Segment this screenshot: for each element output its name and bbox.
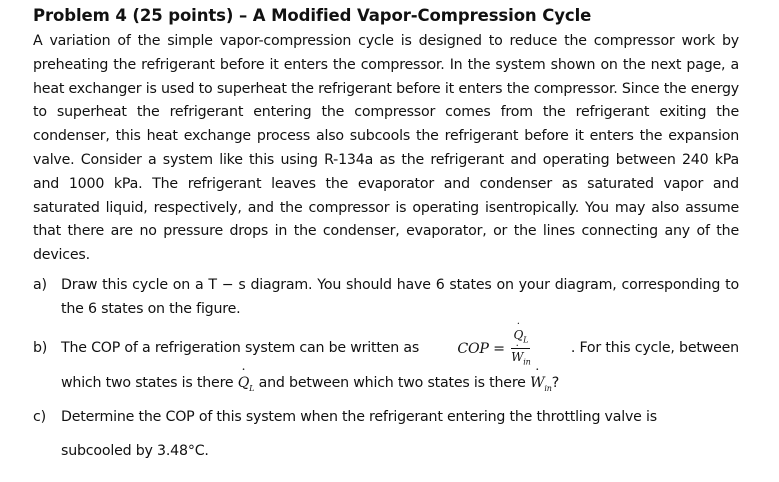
- cop-denominator-sub: in: [523, 357, 531, 367]
- part-b-text-before: The COP of a refrigeration system can be written as: [61, 339, 420, 356]
- part-c: [33, 406, 739, 464]
- part-a: [33, 274, 739, 322]
- part-b-line2-part1: which two states is there: [61, 374, 234, 391]
- cop-numerator: ˙ $Q_L$: [511, 327, 530, 349]
- win-symbol: ˙ $W_{in}$: [530, 375, 552, 391]
- part-b: [33, 327, 739, 401]
- part-b-line1: [61, 327, 739, 367]
- cop-numerator-sub: L: [523, 335, 529, 345]
- part-b-line2-part2: and between which two states is there: [258, 374, 526, 391]
- part-b-line2-end: ?: [551, 374, 560, 391]
- problem-intro: A variation of the simple vapor-compression cycle is designed to reduce the compressor work by preheating the refrigerant before it enters the compressor. In the system shown on the next page, a heat exchanger is used to superheat the refrigerant before it enters the compressor. Since the energy to superheat the refrigerant entering the compressor comes from the refrigerant exiting the condenser, this heat exchange process also subcools the refrigerant before it enters the expansion valve. Consider a system like this using R-134a as the refrigerant and operating between 240 kPa and 1000 kPa. The refrigerant leaves the evaporator and condenser as saturated vapor and saturated liquid, respectively, and the compressor is operating isentropically. You may also assume that there are no pressure drops in the condenser, evaporator, or the lines connecting any of the devices.: [33, 33, 739, 264]
- ql-sub: L: [249, 383, 255, 393]
- equals-sign: =: [493, 340, 505, 357]
- cop-fraction: [511, 327, 530, 371]
- part-c-line1: Determine the COP of this system when the refrigerant entering the throttling valve is: [61, 409, 657, 426]
- problem-title: Problem 4 (25 points) – A Modified Vapor-Compression Cycle: [33, 6, 592, 25]
- part-b-label: b): [33, 339, 48, 356]
- part-c-label: c): [33, 409, 46, 426]
- cop-equation: [457, 327, 532, 371]
- ql-symbol: ˙ $Q_L$: [238, 375, 255, 391]
- part-c-line2: subcooled by 3.48°C.: [61, 442, 209, 459]
- win-sub: in: [544, 383, 552, 393]
- cop-denominator: ˙ $W_{in}$: [511, 349, 530, 370]
- part-b-text-after: . For this cycle, between: [570, 339, 739, 356]
- part-a-label: a): [33, 276, 47, 293]
- part-a-text: Draw this cycle on a T − s diagram. You should have 6 states on your diagram, corresponding to the 6 states on the figure.: [61, 276, 739, 317]
- cop-symbol: COP: [457, 340, 489, 357]
- part-b-line2: [61, 372, 739, 401]
